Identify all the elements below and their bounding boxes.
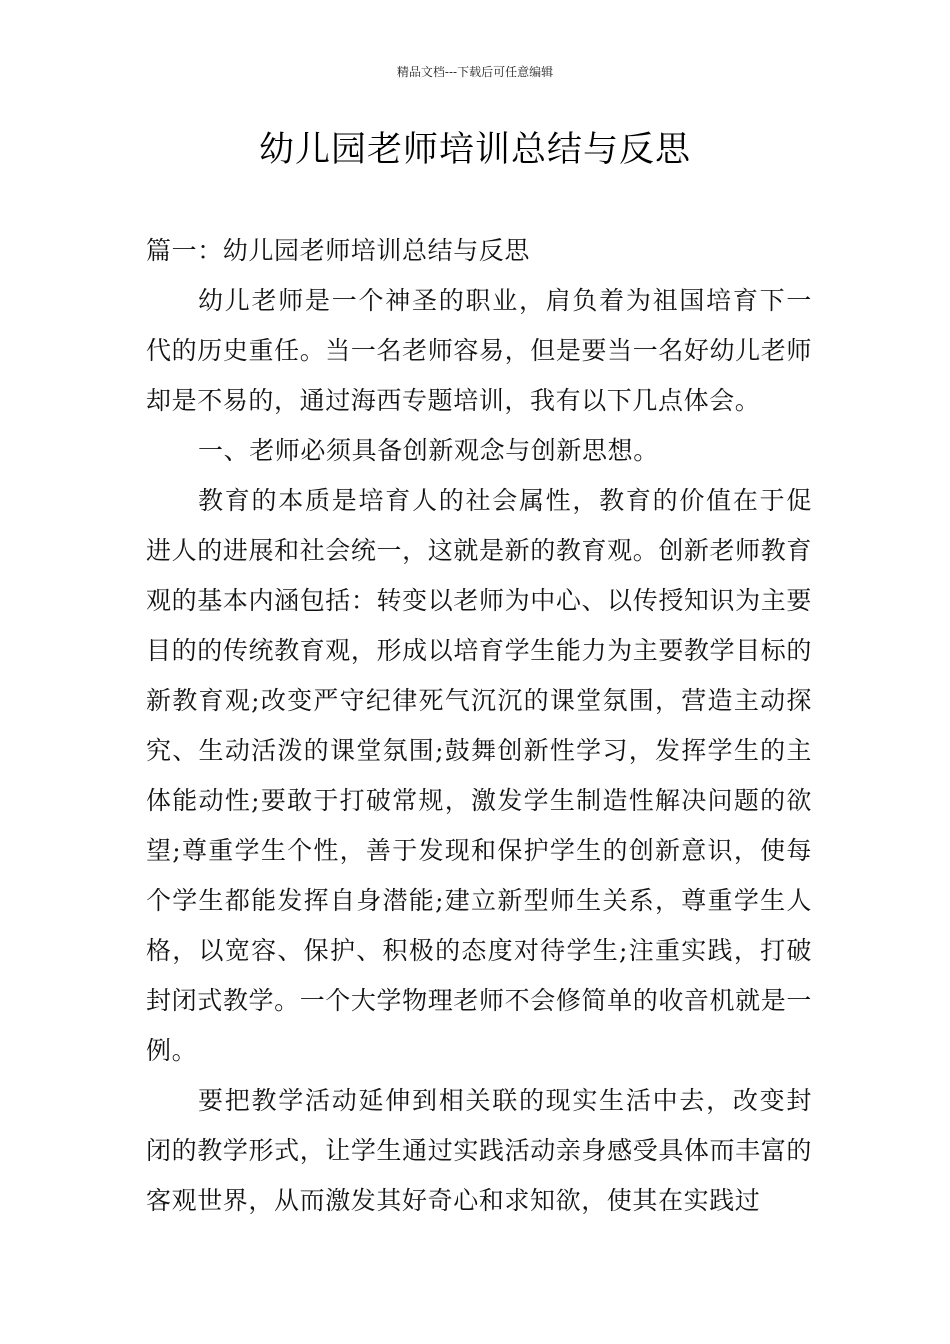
paragraph: 教育的本质是培育人的社会属性，教育的价值在于促进人的进展和社会统一，这就是新的教育观。创新老师教育观的基本内涵包括：转变以老师为中心、以传授知识为主要目的的传统教育观，形成以培育学生能力为主要教学目标的新教育观;改变严守纪律死气沉沉的课堂氛围，营造主动探究、生动活泼的课堂氛围;鼓舞创新性学习，发挥学生的主体能动性;要敢于打破常规，激发学生制造性解决问题的欲望;尊重学生个性，善于发现和保护学生的创新意识，使每个学生都能发挥自身潜能;建立新型师生关系，尊重学生人格，以宽容、保护、积极的态度对待学生;注重实践，打破封闭式教学。一个大学物理老师不会修简单的收音机就是一例。 — [146, 486, 812, 1065]
document-title: 幼儿园老师培训总结与反思 — [258, 130, 691, 170]
page-header: 精品文档---下载后可任意编辑 — [396, 65, 554, 79]
paragraph: 要把教学活动延伸到相关联的现实生活中去，改变封闭的教学形式，让学生通过实践活动亲身感受具体而丰富的客观世界，从而激发其好奇心和求知欲，使其在实践过 — [146, 1086, 812, 1215]
paragraph: 一、老师必须具备创新观念与创新思想。 — [198, 436, 659, 465]
section-heading: 篇一：幼儿园老师培训总结与反思 — [146, 236, 531, 265]
paragraph: 幼儿老师是一个神圣的职业，肩负着为祖国培育下一代的历史重任。当一名老师容易，但是要当一名好幼儿老师却是不易的，通过海西专题培训，我有以下几点体会。 — [146, 286, 812, 415]
document-body — [146, 226, 812, 1226]
